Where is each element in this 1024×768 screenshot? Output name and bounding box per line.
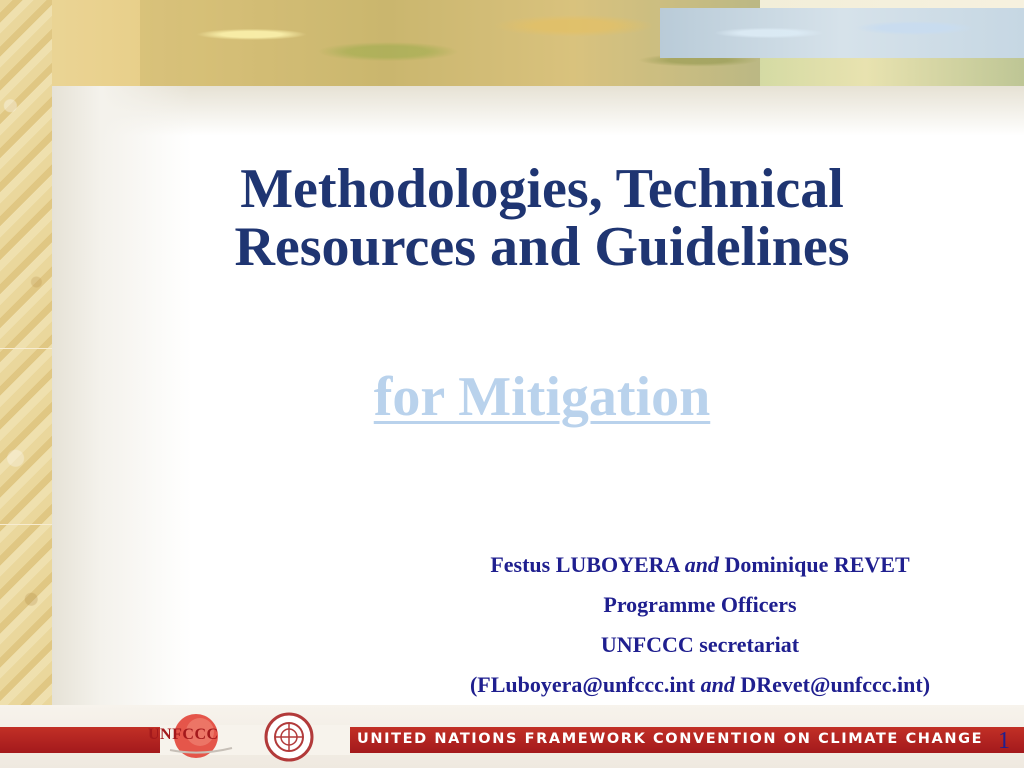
- title-line-1: Methodologies, Technical: [240, 158, 844, 220]
- subtitle-link[interactable]: for Mitigation: [373, 366, 711, 428]
- author-emails: [380, 665, 1020, 705]
- author-block: [380, 545, 1020, 705]
- slide-subtitle: [60, 365, 1024, 429]
- slide-title: [60, 160, 1024, 276]
- author-name-1: Festus LUBOYERA: [490, 552, 680, 577]
- sky-collage-image: [660, 8, 1024, 58]
- unfccc-logo-icon: [140, 712, 236, 760]
- grass-collage-image: [760, 58, 1024, 86]
- unfccc-logo-text: UNFCCC: [148, 726, 219, 743]
- author-name-2: Dominique REVET: [724, 552, 910, 577]
- author-role: Programme Officers: [603, 592, 797, 617]
- top-decorative-banner: [0, 0, 1024, 86]
- footer-banner-text: UNITED NATIONS FRAMEWORK CONVENTION ON CLIMATE CHANGE: [357, 731, 984, 747]
- page-number: 1: [998, 728, 1010, 754]
- un-emblem-icon: [264, 712, 314, 762]
- un-emblem-graphic: [264, 712, 314, 762]
- banner-shadow: [52, 86, 1024, 136]
- strip-divider: [0, 348, 52, 349]
- author-organization: UNFCCC secretariat: [600, 632, 800, 657]
- author-email-2: DRevet@unfccc.int): [740, 672, 931, 697]
- email-conjunction: and: [700, 672, 735, 697]
- author-names: [380, 545, 1020, 585]
- strip-divider: [0, 524, 52, 525]
- parchment-side-strip: [0, 0, 52, 705]
- author-email-1: (FLuboyera@unfccc.int: [469, 672, 696, 697]
- title-line-2: Resources and Guidelines: [234, 216, 850, 278]
- author-conjunction: and: [684, 552, 719, 577]
